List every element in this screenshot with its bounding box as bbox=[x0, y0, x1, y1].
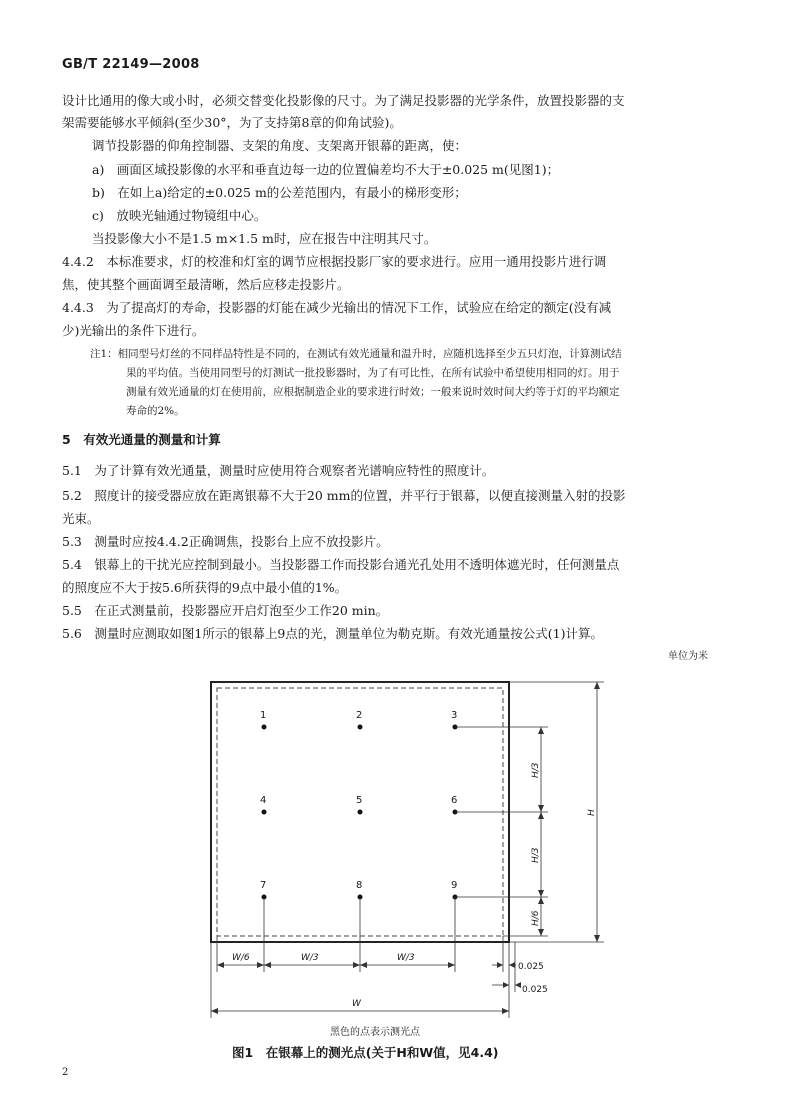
clause-5-6: 5.6 测量时应测取如图1所示的银幕上9点的光，测量单位为勒克斯。有效光通量按公式(1)计算。 bbox=[62, 626, 603, 641]
point-label-8: 8 bbox=[356, 880, 363, 891]
dim-label-h: H bbox=[587, 809, 597, 816]
clause-4-4-3: 4.4.3 为了提高灯的寿命，投影器的灯能在减少光输出的情况下工作，试验应在给定的额定(没有减 bbox=[62, 300, 612, 315]
paragraph-line: 光束。 bbox=[62, 511, 100, 526]
dim-label-w: W bbox=[352, 999, 361, 1009]
tolerance-label-b: 0.025 bbox=[522, 985, 548, 995]
point-label-2: 2 bbox=[356, 710, 363, 721]
dim-label-h3-b: H/3 bbox=[531, 847, 541, 863]
point-label-3: 3 bbox=[451, 710, 458, 721]
point-label-6: 6 bbox=[451, 795, 458, 806]
clause-5-1: 5.1 为了计算有效光通量，测量时应使用符合观察者光谱响应特性的照度计。 bbox=[62, 463, 495, 478]
list-item-b: b) 在如上a)给定的±0.025 m的公差范围内，有最小的梯形变形； bbox=[92, 185, 467, 200]
point-label-5: 5 bbox=[356, 795, 363, 806]
measurement-point-1 bbox=[262, 725, 267, 730]
page-number: 2 bbox=[62, 1067, 69, 1078]
measurement-point-5 bbox=[358, 810, 363, 815]
note-line: 注1：相同型号灯丝的不同样品特性是不同的，在测试有效光通量和温升时，应随机选择至少五只灯泡，计算测试结 bbox=[90, 348, 622, 360]
point-label-1: 1 bbox=[260, 710, 267, 721]
dim-label-w6: W/6 bbox=[232, 953, 250, 963]
dim-label-h3-a: H/3 bbox=[531, 762, 541, 778]
note-line: 果的平均值。当使用同型号的灯测试一批投影器时，为了有可比性，在所有试验中希望使用相同的灯。用于 bbox=[126, 367, 620, 379]
list-item-a: a) 画面区域投影像的水平和垂直边每一边的位置偏差均不大于±0.025 m(见图1)； bbox=[92, 162, 560, 177]
point-label-7: 7 bbox=[260, 880, 267, 891]
standard-number: GB/T 22149—2008 bbox=[62, 57, 200, 72]
figure-caption: 图1 在银幕上的测光点(关于H和W值，见4.4) bbox=[232, 1045, 499, 1060]
paragraph-line: 的照度应不大于按5.6所获得的9点中最小值的1%。 bbox=[62, 580, 348, 595]
list-item-c: c) 放映光轴通过物镜组中心。 bbox=[92, 208, 267, 223]
unit-label: 单位为米 bbox=[668, 651, 708, 662]
clause-5-2: 5.2 照度计的接受器应放在距离银幕不大于20 mm的位置，并平行于银幕，以便直接测量入射的投影 bbox=[62, 488, 626, 503]
paragraph-line: 调节投影器的仰角控制器、支架的角度、支架离开银幕的距离，使： bbox=[92, 138, 468, 153]
point-label-4: 4 bbox=[260, 795, 267, 806]
measurement-point-4 bbox=[262, 810, 267, 815]
section-5-heading: 5 有效光通量的测量和计算 bbox=[62, 432, 221, 447]
clause-5-3: 5.3 测量时应按4.4.2正确调焦，投影台上应不放投影片。 bbox=[62, 534, 389, 549]
dim-label-h6: H/6 bbox=[531, 910, 541, 926]
paragraph-line: 设计比通用的像大或小时，必须交替变化投影像的尺寸。为了满足投影器的光学条件，放置投影器的支 bbox=[62, 93, 625, 108]
figure-legend: 黑色的点表示测光点 bbox=[330, 1027, 420, 1038]
dim-label-w3-a: W/3 bbox=[301, 953, 319, 963]
paragraph-line: 焦，使其整个画面调至最清晰，然后应移走投影片。 bbox=[62, 277, 350, 292]
measurement-points bbox=[260, 710, 458, 900]
paragraph-line: 架需要能够水平倾斜(至少30°，为了支持第8章的仰角试验)。 bbox=[62, 115, 402, 130]
point-label-9: 9 bbox=[451, 880, 458, 891]
clause-4-4-2: 4.4.2 本标准要求，灯的校准和灯室的调节应根据投影厂家的要求进行。应用一通用投影片进行调 bbox=[62, 254, 607, 269]
measurement-point-2 bbox=[358, 725, 363, 730]
note-line: 测量有效光通量的灯在使用前，应根据制造企业的要求进行时效；一般来说时效时间大约等于灯的平均额定 bbox=[126, 386, 620, 398]
tolerance-label-a: 0.025 bbox=[518, 962, 544, 972]
clause-5-5: 5.5 在正式测量前，投影器应开启灯泡至少工作20 min。 bbox=[62, 603, 389, 618]
paragraph-line: 当投影像大小不是1.5 m×1.5 m时，应在报告中注明其尺寸。 bbox=[92, 231, 437, 246]
note-line: 寿命的2%。 bbox=[126, 405, 185, 417]
paragraph-line: 少)光输出的条件下进行。 bbox=[62, 323, 205, 338]
clause-5-4: 5.4 银幕上的干扰光应控制到最小。当投影器工作而投影台通光孔处用不透明体遮光时，任何测量点 bbox=[62, 557, 620, 572]
dim-label-w3-b: W/3 bbox=[397, 953, 415, 963]
